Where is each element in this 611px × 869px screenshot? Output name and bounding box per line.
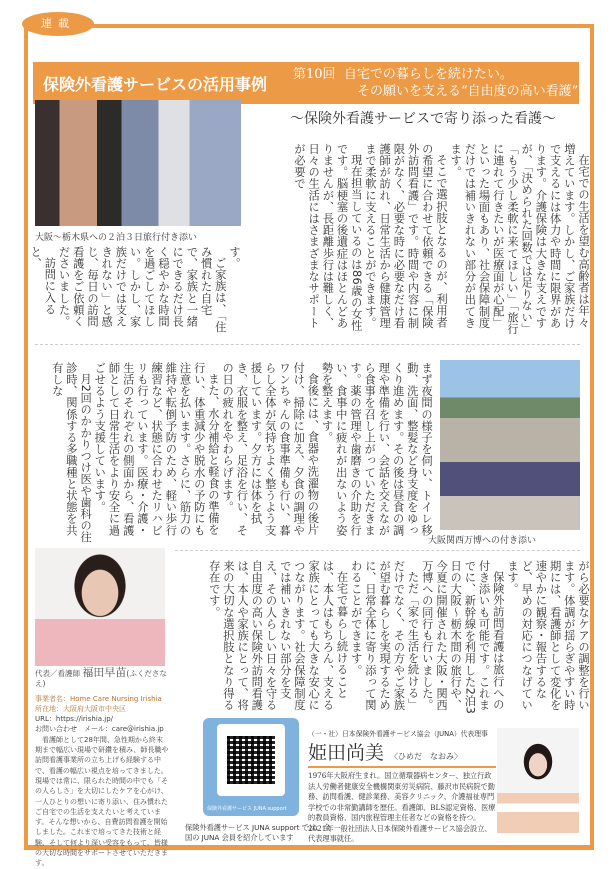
divider — [175, 550, 580, 551]
paragraph: ただ「家で生活を続ける」だけでなく、その方やご家族が望む暮らしを実現するために、日常全体に寄り添って関わることができます。 — [349, 560, 420, 711]
paragraph: 月2回のかかりつけ医や歯科の往診時、関係する多職種と状態を共有しな — [50, 362, 93, 544]
episode-number: 第10回 — [293, 67, 336, 82]
location: 所在地：大阪府大阪市中央区 — [35, 704, 126, 713]
qr-code[interactable] — [227, 736, 275, 784]
article-text-block-2 — [29, 246, 241, 338]
article-text-block-1 — [250, 143, 590, 335]
author-profile — [308, 728, 496, 845]
article-text-block-4 — [175, 560, 590, 720]
photo-fukuda — [35, 548, 165, 666]
episode-title — [293, 66, 578, 100]
paragraph: 保険外訪問看護は旅行への付き添いも可能です。これまでに、新幹線を利用した2泊3日の大阪～栃木間の旅行や、今夏に開催された大阪・関西万博への同行も行いました。 — [420, 560, 505, 715]
title-line-1: 自宅での暮らしを続けたい。 — [343, 67, 513, 82]
nurse-profile — [35, 668, 169, 869]
title-bar — [33, 62, 579, 104]
paragraph: ご家族は、「住み慣れた自宅で、家族と一緒にできるだけ長く穏やかな時間を過ごしてほしい。しかし、家族だけでは支えきれない」と感じ、毎日の訪問看護をご依頼くださいました。 — [57, 246, 227, 333]
paragraph: 食後には、食器や洗濯物の後片付け、掃除に加え、夕食の調理やワンちゃんの食事準備も行い、暮らし全体が気持ちよく整うよう支援しています。夕方には体を拭き、衣服を整え、足浴を行い、その日の疲れをやわらげます。 — [221, 362, 320, 536]
photo-expo — [440, 360, 580, 530]
qr-card — [203, 718, 299, 816]
profile-kana: (ふくださなえ) — [35, 669, 167, 689]
website-link[interactable]: URL：https://irishia.jp/ — [35, 715, 114, 724]
paragraph: 在宅での生活を望む高齢者は年々増えています。しかし、ご家族だけで支えるには体力や時間に限界があります。介護保険は大きな支えですが、「決められた回数では足りない」「もう少し柔軟に来てほしい」「旅行に連れて行きたいが医療面が心配」といった場面もあり、社会保障制度だけでは補いきれない部分が出てきます。 — [449, 143, 590, 335]
paragraph: 現在担当しているのは86歳の女性です。脳梗塞の後遺症はほとんどありませんが、長距離歩行は難しく、日々の生活にはさまざまなサポートが必要で — [292, 143, 363, 332]
author-name: 姫田尚美 — [308, 742, 385, 764]
business-name: 事業者名：Home Care Nursing Irishia — [35, 694, 162, 703]
paragraph: そこで選択肢となるのが、利用者の希望に合わせて依頼できる「保険外訪問看護」です。時間や内容に制限がなく、必要な時に必要なだけ看護師が訪れ、日常生活から健康管理まで柔軟に支えることができます。 — [363, 143, 448, 329]
author-kana: 〈ひめだ なおみ〉 — [390, 752, 463, 761]
contact-email[interactable]: お問い合わせ メール：care@irishia.jp — [35, 725, 164, 734]
photo-caption: 大阪関西万博への付き添い — [428, 536, 537, 546]
paragraph: また、水分補給と軽食の準備を行い、体重減少や脱水の予防にも注意を払います。さらに、筋力の維持や転倒予防のため、軽い歩行練習など、状態に合わせたリハビリも行っています。医療・介護・生活のそれぞれの側面から、看護師として日常生活をより安全に過ごせるよう支援しています。 — [93, 362, 220, 536]
series-tab: 連載 — [22, 12, 94, 36]
profile-bio: 看護師として28年間、急性期から終末期まで幅広い現場で研鑽を積み、師長職や訪問看護事業所の立ち上げも経験する中で、看護の幅広い視点を培ってきました。現場では常に、限られた時間の中でも「その人らしさ」を大切にしたケアを心がけ、一人ひとりの想いに寄り添い、住み慣れたご自宅での生活を支えたいと考えています。そんな想いから、自費訪問看護を開始しました。これまで培ってきた技術と経験、そして何より深い受容をもって、皆様の大切な時間をサポートさせていただきます。 — [35, 735, 169, 868]
profile-role: 代表／看護師 — [35, 669, 80, 678]
profile-name: 福田早苗 — [82, 666, 127, 679]
qr-label: 保険外看護サービス JUNA support — [207, 806, 287, 812]
juna-caption: 保険外看護サービス JUNA support では、全国の JUNA 会員を紹介しています — [185, 823, 331, 842]
photo-train-trip — [35, 100, 241, 226]
author-org: （一・社）日本保険外看護サービス協会（JUNA）代表理事 — [308, 730, 488, 738]
paragraph: す。 — [228, 246, 241, 270]
divider — [35, 344, 580, 345]
article-subtitle: ～保険外看護サービスで寄り添った看護～ — [290, 111, 556, 127]
paragraph: がら必要なケアの調整を行います。体調が揺らぎやすい時期には、看護師として変化を速やかに観察・報告するなど、早めの対応につなげています。 — [505, 560, 590, 711]
title-line-2: その願いを支える“自由度の高い看護” — [357, 84, 579, 99]
series-title: 保険外看護サービスの活用事例 — [43, 75, 268, 94]
paragraph: まず夜間の様子を伺い、トイレ移動、洗面、整髪など身支度をゆっくり進めます。その後は昼食の調理や準備を行い、会話を交えながら食事を召し上がっていただきます。薬の管理や歯磨きの介助を行い、食事中に疲れが出ないよう姿勢を整えます。 — [320, 362, 433, 536]
author-bio: 1976年大阪府生まれ。国立循環器病センター、独立行政法人労働者健康安全機構関東労災病院、藤沢市民病院で勤務、訪問看護、健診業務、美容クリニック、介護福祉専門学校での非常勤講師を歴任。看護師、BLS認定資格、医療的教員資格、国内旅程管理主任者などの資格を持つ。2021年一般社団法人日本保険外看護サービス協会設立、代表理事就任。 — [308, 771, 496, 843]
photo-himeda — [497, 728, 579, 833]
paragraph: 訪問に入ると、 — [29, 246, 57, 316]
photo-caption: 大阪～栃木県への２泊３日旅行付き添い — [35, 233, 198, 243]
paragraph: 在宅で暮らし続けることは、本人はもちろん、支える家族にとっても大きな安心につながります。社会保障制度では補いきれない部分を支え、その人らしい日々を守る自由度の高い保険外訪問看護は、本人や家族にとって、将来の大切な選択肢となり得る存在です。 — [207, 560, 349, 711]
article-text-block-3 — [35, 362, 433, 544]
